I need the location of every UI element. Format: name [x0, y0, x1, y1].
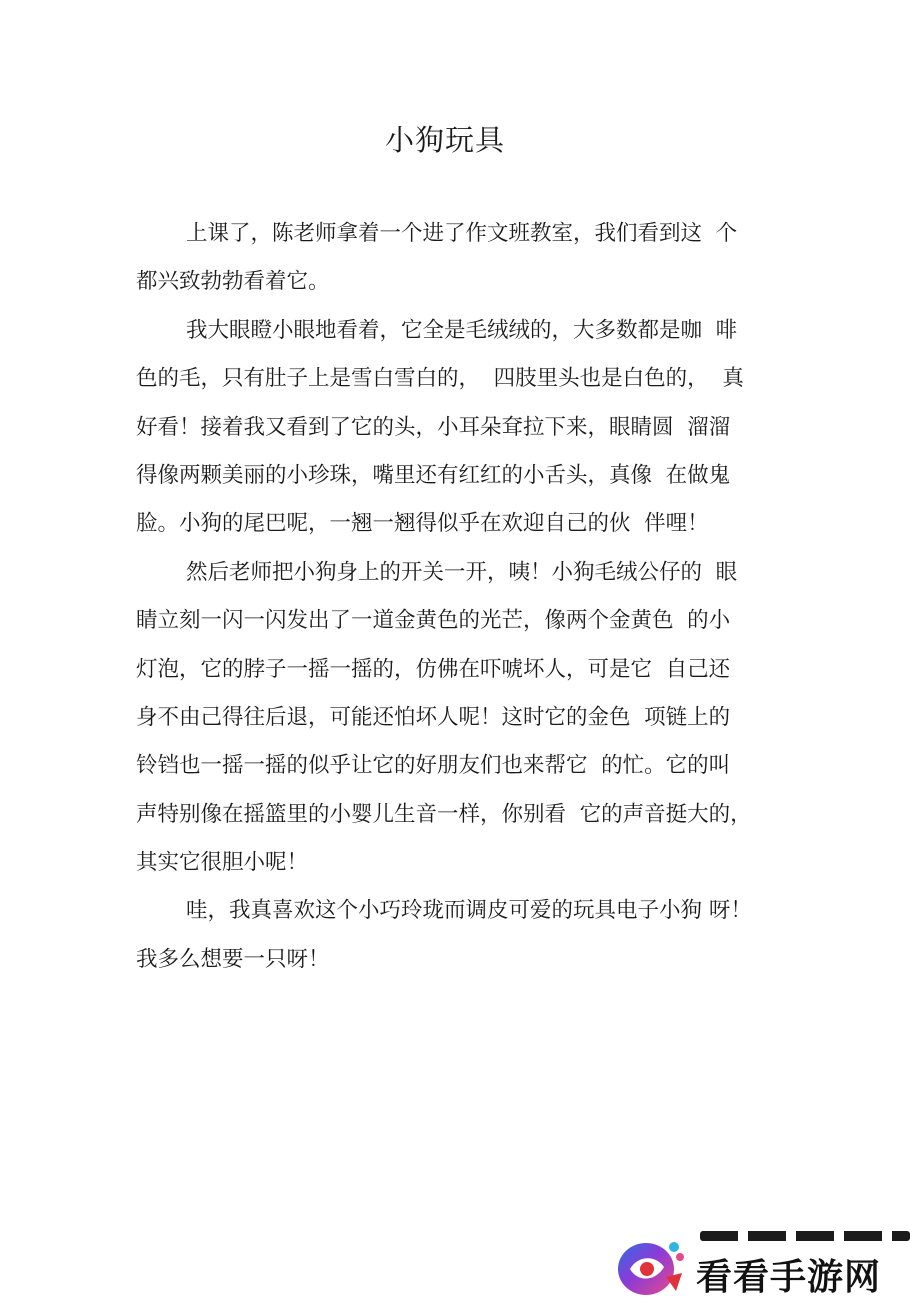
text-line: 好看！接着我又看到了它的头，小耳朵耷拉下来，眼睛圆 溜溜	[136, 414, 731, 440]
watermark-text: 看看手游网	[696, 1257, 882, 1298]
text-line: 然后老师把小狗身上的开关一开，咦！小狗毛绒公仔的 眼	[186, 559, 738, 585]
watermark	[616, 1231, 916, 1303]
text-line: 身不由己得往后退，可能还怕坏人呢！这时它的金色 项链上的	[136, 704, 731, 730]
text-line: 声特别像在摇篮里的小婴儿生音一样，你别看 它的声音挺大的，	[136, 801, 752, 827]
text-line: 睛立刻一闪一闪发出了一道金黄色的光芒，像两个金黄色 的小	[136, 608, 731, 634]
watermark-stripes	[700, 1231, 910, 1241]
text-line: 铃铛也一摇一摇的似乎让它的好朋友们也来帮它 的忙。它的叫	[136, 753, 731, 779]
text-line: 其实它很胆小呢！	[136, 850, 309, 876]
text-line: 我多么想要一只呀！	[136, 946, 330, 972]
text-line: 我大眼瞪小眼地看着，它全是毛绒绒的，大多数都是咖 啡	[186, 317, 738, 343]
text-line: 灯泡，它的脖子一摇一摇的，仿佛在吓唬坏人，可是它 自己还	[136, 656, 731, 682]
document-body	[136, 212, 776, 986]
text-line: 都兴致勃勃看着它。	[136, 269, 330, 295]
text-line: 哇，我真喜欢这个小巧玲珑而调皮可爱的玩具电子小狗 呀！	[186, 898, 752, 924]
document-title: 小狗玩具	[384, 123, 505, 157]
game-controller-logo-icon	[616, 1233, 686, 1299]
text-line: 脸。小狗的尾巴呢，一翘一翘得似乎在欢迎自己的伙 伴哩！	[136, 511, 709, 537]
text-line: 色的毛，只有肚子上是雪白雪白的， 四肢里头也是白色的， 真	[136, 366, 744, 392]
text-line: 得像两颗美丽的小珍珠，嘴里还有红红的小舌头，真像 在做鬼	[136, 462, 731, 488]
text-line: 上课了，陈老师拿着一个进了作文班教室，我们看到这 个	[186, 221, 738, 246]
